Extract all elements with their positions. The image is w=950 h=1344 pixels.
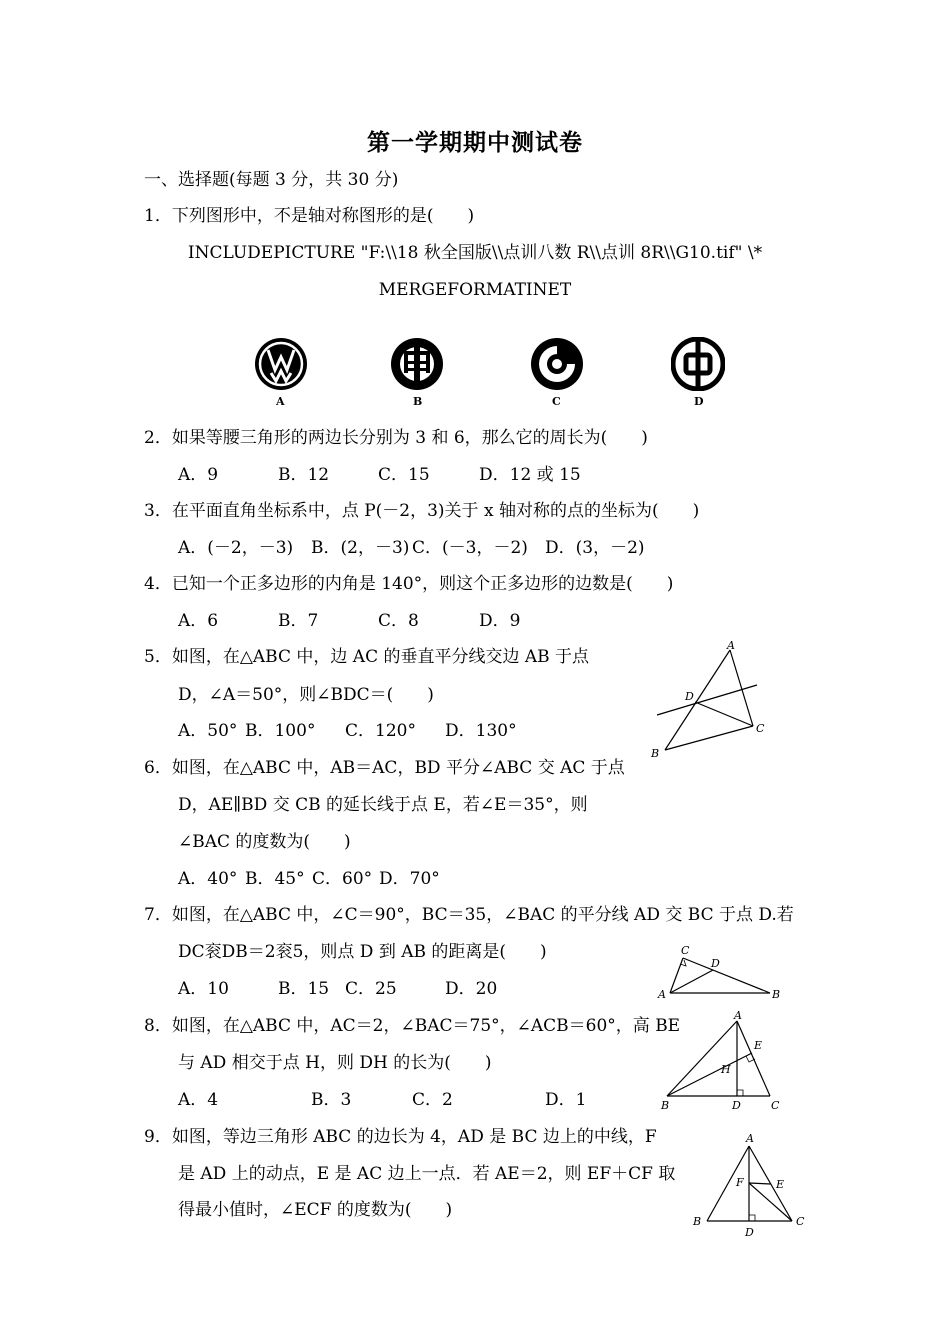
q8-option-d: D．1: [545, 1090, 587, 1110]
q5-label-b: B: [651, 747, 660, 760]
q5-figure: [645, 638, 775, 763]
q9-label-f: F: [736, 1176, 744, 1189]
q3-option-a: A．(－2，－3): [178, 538, 294, 558]
q7-option-d: D．20: [445, 979, 498, 999]
q2-stem: 2．如果等腰三角形的两边长分别为 3 和 6，那么它的周长为( ): [144, 428, 648, 448]
q7-option-a: A．10: [178, 979, 229, 999]
q5-line2: D，∠A＝50°，则∠BDC＝( ): [178, 685, 434, 705]
q1-label-c: C: [552, 395, 561, 408]
q3-stem: 3．在平面直角坐标系中，点 P(－2，3)关于 x 轴对称的点的坐标为( ): [144, 501, 700, 521]
q9-label-d: D: [745, 1226, 754, 1239]
q6-line3: ∠BAC 的度数为( ): [178, 832, 351, 852]
q9-label-b: B: [693, 1215, 702, 1228]
q1-label-d: D: [694, 395, 704, 408]
q8-label-e: E: [754, 1039, 763, 1052]
q5-label-a: A: [727, 639, 735, 652]
q4-option-b: B．7: [278, 611, 319, 631]
q9-line2: 是 AD 上的动点，E 是 AC 边上一点．若 AE＝2，则 EF＋CF 取: [178, 1164, 676, 1184]
q9-line1: 9．如图，等边三角形 ABC 的边长为 4，AD 是 BC 边上的中线，F: [144, 1127, 657, 1147]
q7-label-a: A: [658, 988, 666, 1001]
q1-logo-c: [530, 337, 584, 395]
q1-field-code-line1: INCLUDEPICTURE "F:\\18 秋全国版\\点训八数 R\\点训 8R\\G10.tif" \*: [187, 243, 763, 263]
vw-logo-icon: [254, 337, 308, 391]
q1-stem: 1．下列图形中，不是轴对称图形的是( ): [144, 206, 475, 226]
q9-label-a: A: [746, 1132, 754, 1145]
agricultural-bank-logo-icon: [390, 337, 444, 391]
section-heading: 一、选择题(每题 3 分，共 30 分): [144, 170, 399, 190]
q2-option-b: B．12: [278, 465, 330, 485]
q8-label-b: B: [661, 1099, 670, 1112]
q3-option-d: D．(3，－2): [545, 538, 645, 558]
q4-option-d: D．9: [479, 611, 521, 631]
q4-option-c: C．8: [378, 611, 419, 631]
q5-label-d: D: [685, 690, 694, 703]
q7-label-b: B: [772, 988, 781, 1001]
q6-option-a: A．40°: [178, 869, 238, 889]
q5-option-d: D．130°: [445, 721, 517, 741]
q8-line2: 与 AD 相交于点 H，则 DH 的长为( ): [178, 1053, 492, 1073]
q3-option-c: C．(－3，－2): [412, 538, 528, 558]
q9-label-c: C: [796, 1215, 805, 1228]
q7-line2: DC衮DB＝2衮5，则点 D 到 AB 的距离是( ): [178, 942, 547, 962]
q7-option-c: C．25: [345, 979, 397, 999]
q6-option-b: B．45°: [245, 869, 305, 889]
q2-option-c: C．15: [378, 465, 430, 485]
q5-line1: 5．如图，在△ABC 中，边 AC 的垂直平分线交边 AB 于点: [144, 647, 590, 667]
q8-line1: 8．如图，在△ABC 中，AC＝2，∠BAC＝75°，∠ACB＝60°，高 BE: [144, 1016, 681, 1036]
q1-label-a: A: [276, 395, 285, 408]
q4-stem: 4．已知一个正多边形的内角是 140°，则这个正多边形的边数是( ): [144, 574, 674, 594]
q9-figure: [685, 1128, 815, 1242]
q2-option-a: A．9: [178, 465, 219, 485]
page-title: 第一学期期中测试卷: [367, 130, 583, 156]
q5-label-c: C: [756, 722, 765, 735]
q7-label-c: C: [681, 944, 690, 957]
q8-option-b: B．3: [311, 1090, 352, 1110]
q9-line3: 得最小值时，∠ECF 的度数为( ): [178, 1200, 453, 1220]
q8-label-a: A: [734, 1009, 742, 1022]
q7-line1: 7．如图，在△ABC 中，∠C＝90°，BC＝35，∠BAC 的平分线 AD 交 BC 于点 D.若: [144, 905, 794, 925]
bank-of-china-logo-icon: [671, 337, 725, 391]
q8-option-a: A．4: [178, 1090, 219, 1110]
q1-field-code-line2: MERGEFORMATINET: [378, 280, 572, 300]
q7-option-b: B．15: [278, 979, 330, 999]
q8-label-c: C: [771, 1099, 780, 1112]
q3-option-b: B．(2，－3): [311, 538, 410, 558]
q5-option-c: C．120°: [345, 721, 416, 741]
q7-figure: [650, 942, 790, 1004]
q6-line1: 6．如图，在△ABC 中，AB＝AC，BD 平分∠ABC 交 AC 于点: [144, 758, 625, 778]
q6-option-c: C．60°: [312, 869, 373, 889]
q8-label-d: D: [732, 1099, 741, 1112]
q8-figure: [655, 1008, 790, 1116]
q9-label-e: E: [776, 1178, 785, 1191]
q1-label-b: B: [413, 395, 423, 408]
q8-option-c: C．2: [412, 1090, 453, 1110]
q1-logo-b: [390, 337, 444, 395]
q5-option-b: B．100°: [245, 721, 316, 741]
q6-line2: D，AE∥BD 交 CB 的延长线于点 E，若∠E＝35°，则: [178, 795, 588, 815]
q1-logo-a: [254, 337, 308, 395]
q6-option-d: D．70°: [379, 869, 440, 889]
q8-label-h: H: [721, 1063, 731, 1076]
q2-option-d: D．12 或 15: [479, 465, 581, 485]
q5-option-a: A．50°: [178, 721, 238, 741]
q7-label-d: D: [711, 957, 720, 970]
spiral-logo-icon: [530, 337, 584, 391]
q4-option-a: A．6: [178, 611, 219, 631]
q1-logo-d: [671, 337, 725, 395]
